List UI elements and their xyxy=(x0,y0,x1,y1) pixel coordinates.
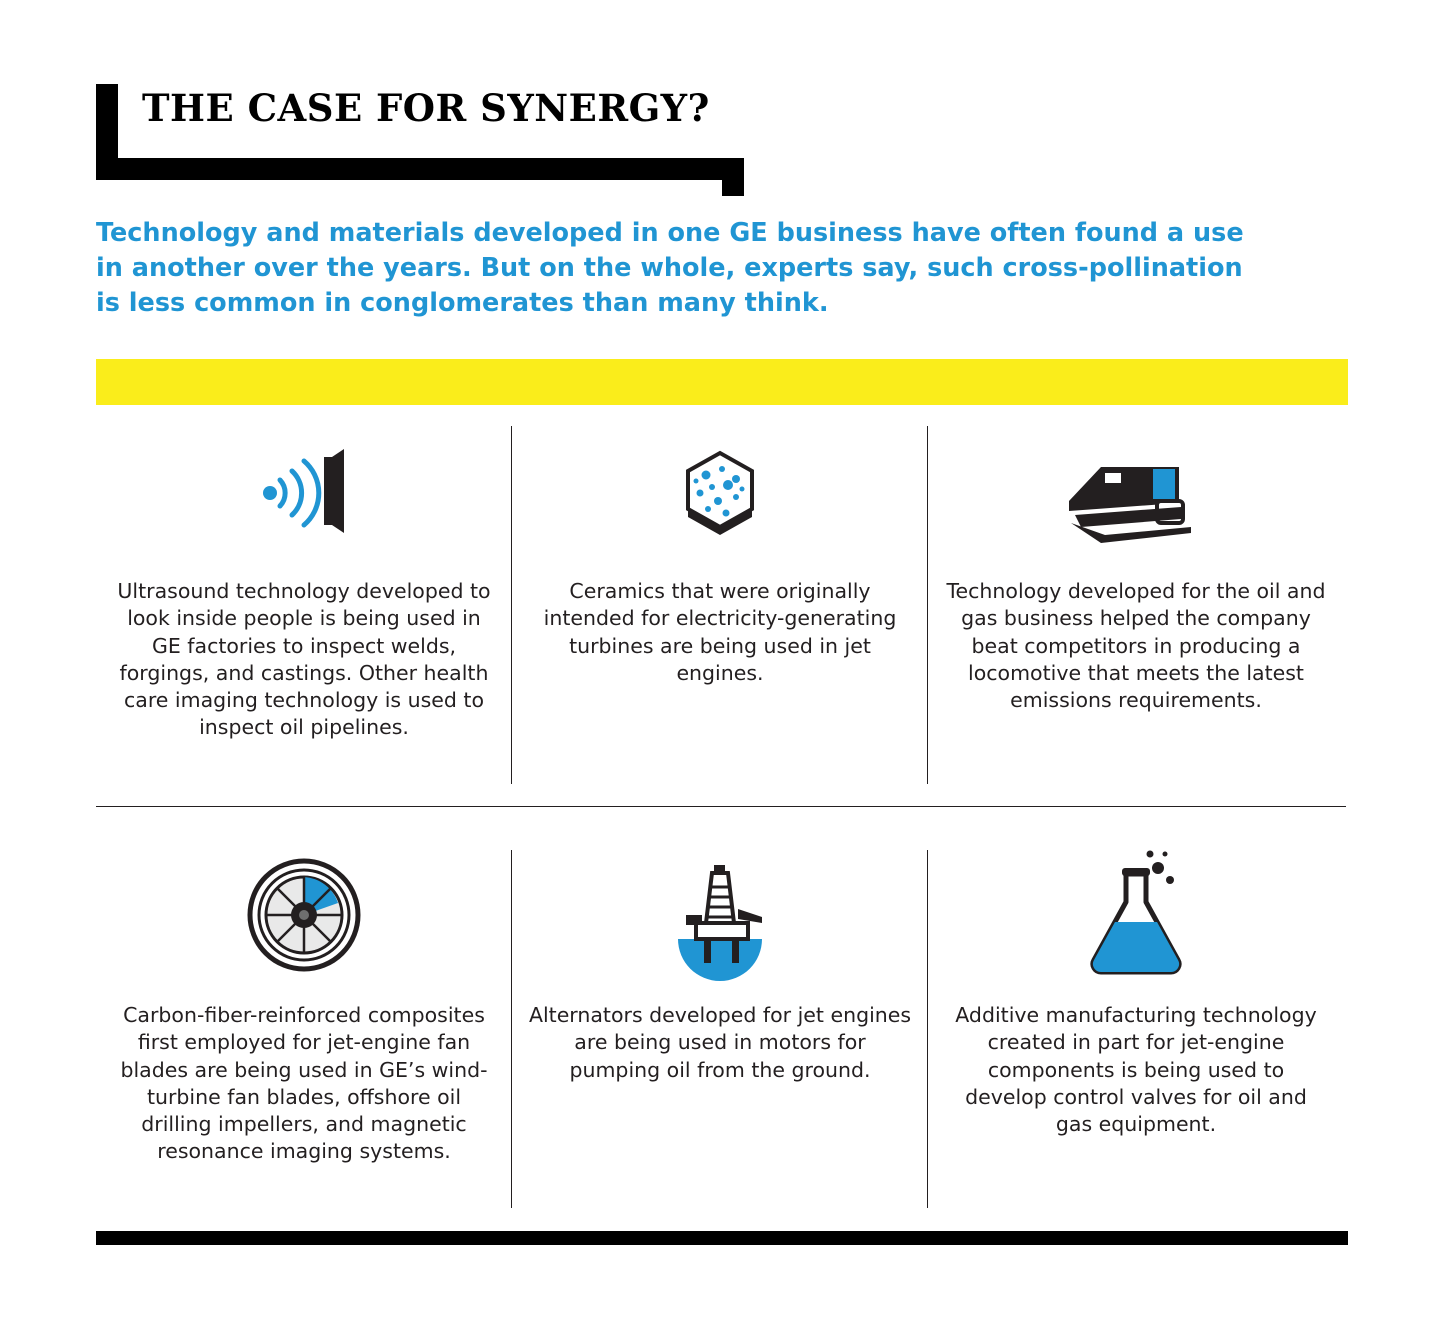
item-card-alternators xyxy=(512,842,928,1230)
item-card-ceramics xyxy=(512,418,928,806)
item-caption: Ceramics that were originally intended for electricity-generating turbines are being used in jet engines. xyxy=(543,579,897,685)
bottom-rule xyxy=(96,1231,1348,1245)
intro-deck: Technology and materials developed in one GE business have often found a use in another over the years. But on the whole, experts say, such cross-pollination is less common in conglomerates than many think. xyxy=(96,218,1244,319)
title-bracket-bottom xyxy=(96,158,744,180)
oil-rig-icon xyxy=(512,842,928,992)
yellow-highlight-bar xyxy=(96,359,1348,405)
items-grid xyxy=(96,418,1346,1230)
item-caption: Technology developed for the oil and gas business helped the company beat competitors in producing a locomotive that meets the latest emissions requirements. xyxy=(946,579,1326,712)
item-caption: Ultrasound technology developed to look inside people is being used in GE factories to inspect welds, forgings, and castings. Other health care imaging technology is used to inspect oil pipelines. xyxy=(117,579,491,740)
title-bracket-tick xyxy=(722,158,744,196)
item-caption: Additive manufacturing technology created in part for jet-engine components is being used to develop control valves for oil and gas equipment. xyxy=(955,1003,1317,1136)
items-row xyxy=(96,418,1346,806)
item-card-additive xyxy=(928,842,1344,1230)
item-caption: Alternators developed for jet engines are being used in motors for pumping oil from the ground. xyxy=(528,1003,912,1082)
items-row xyxy=(96,806,1346,1230)
ceramic-hexagon-icon xyxy=(512,418,928,568)
item-card-ultrasound xyxy=(96,418,512,806)
item-card-locomotive xyxy=(928,418,1344,806)
item-card-fan-blades xyxy=(96,842,512,1230)
flask-icon xyxy=(928,842,1344,992)
locomotive-icon xyxy=(928,418,1344,568)
page-title: THE CASE FOR SYNERGY? xyxy=(142,86,710,130)
jet-engine-fan-icon xyxy=(96,842,512,992)
title-block xyxy=(96,84,746,180)
ultrasound-waves-icon xyxy=(96,418,512,568)
item-caption: Carbon-fiber-reinforced composites first employed for jet-engine fan blades are being used in GE’s wind-turbine fan blades, offshore oil drilling impellers, and magnetic resonance imaging systems. xyxy=(120,1003,488,1164)
